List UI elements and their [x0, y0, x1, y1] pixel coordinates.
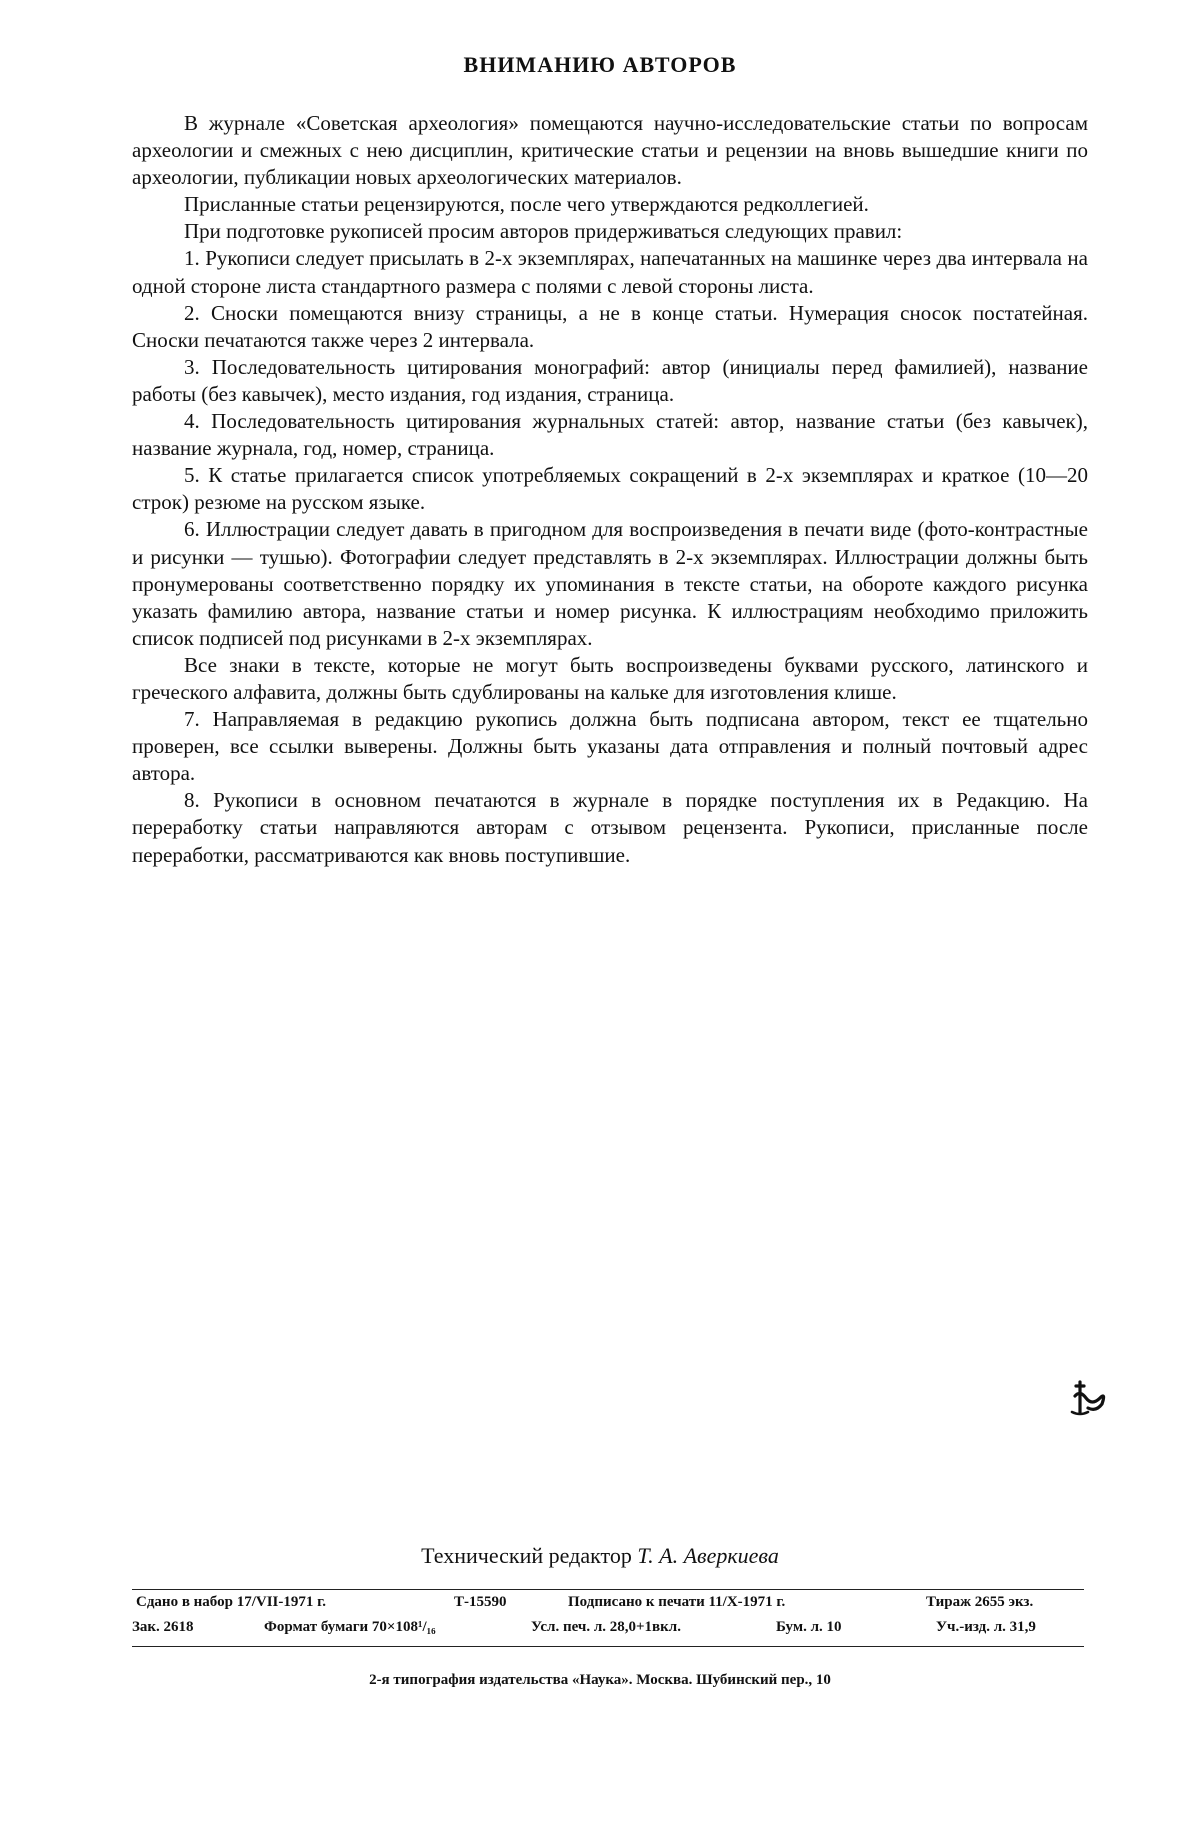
imprint-sheets: Усл. печ. л. 28,0+1вкл.	[531, 1619, 681, 1635]
imprint-sent: Сдано в набор 17/VII-1971 г.	[136, 1594, 326, 1610]
imprint-format: Формат бумаги 70×108¹/₁₆	[264, 1619, 436, 1635]
authors-guidelines	[132, 110, 1088, 869]
printer-address: 2-я типография издательства «Наука». Москва. Шубинский пер., 10	[369, 1672, 831, 1688]
rule-7: 7. Направляемая в редакцию рукопись должна быть подписана автором, текст ее тщательно проверен, все ссылки выверены. Должны быть указаны дата отправления и полный почтовый адрес автора.	[132, 707, 1088, 786]
rule-5: 5. К статье прилагается список употребляемых сокращений в 2-х экземплярах и краткое (10—20 строк) резюме на русском языке.	[132, 463, 1088, 515]
imprint-paper: Бум. л. 10	[776, 1619, 842, 1635]
imprint-order: Зак. 2618	[132, 1619, 194, 1635]
page-title: ВНИМАНИЮ АВТОРОВ	[463, 52, 737, 77]
ornament-icon	[1066, 1378, 1110, 1418]
imprint-run: Тираж 2655 экз.	[926, 1594, 1034, 1610]
paragraph-rules-intro: При подготовке рукописей просим авторов придерживаться следующих правил:	[184, 219, 903, 244]
rule-6-note: Все знаки в тексте, которые не могут быть воспроизведены буквами русского, латинского и греческого алфавита, должны быть сдублированы на кальке для изготовления клише.	[132, 652, 1088, 704]
imprint-code: Т-15590	[454, 1594, 507, 1610]
paragraph-intro: В журнале «Советская археология» помещаются научно-исследовательские статьи по вопросам археологии и смежных с нею дисциплин, критические статьи и рецензии на вновь вышедшие книги по археологии, публикации новых археологических материалов.	[132, 111, 1088, 190]
technical-editor-label: Технический редактор	[421, 1543, 632, 1568]
rule-3: 3. Последовательность цитирования монографий: автор (инициалы перед фамилией), название работы (без кавычек), место издания, год издания, страница.	[132, 354, 1088, 406]
imprint-pub: Уч.-изд. л. 31,9	[936, 1619, 1036, 1635]
rule-4: 4. Последовательность цитирования журнальных статей: автор, название статьи (без кавычек), название журнала, год, номер, страница.	[132, 409, 1088, 461]
paragraph-review: Присланные статьи рецензируются, после чего утверждаются редколлегией.	[184, 192, 869, 217]
technical-editor-name: Т. А. Аверкиева	[637, 1543, 779, 1568]
rule-6: 6. Иллюстрации следует давать в пригодном для воспроизведения в печати виде (фото-контрастные и рисунки — тушью). Фотографии следует представлять в 2-х экземплярах. Иллюстрации должны быть пронумерованы соответственно порядку их упоминания в тексте статьи, на обороте каждого рисунка указать фамилию автора, название статьи и номер рисунка. К иллюстрациям необходимо приложить список подписей под рисунками в 2-х экземплярах.	[132, 517, 1088, 650]
divider-bottom	[132, 1646, 1084, 1647]
technical-editor	[0, 1543, 1200, 1569]
rule-1: 1. Рукописи следует присылать в 2-х экземплярах, напечатанных на машинке через два интервала на одной стороне листа стандартного размера с полями с левой стороны листа.	[132, 246, 1088, 298]
rule-8: 8. Рукописи в основном печатаются в журнале в порядке поступления их в Редакцию. На переработку статьи направляются авторам с отзывом рецензента. Рукописи, присланные после переработки, рассматриваются как вновь поступившие.	[132, 788, 1088, 867]
rule-2: 2. Сноски помещаются внизу страницы, а не в конце статьи. Нумерация сносок постатейная. Сноски печатаются также через 2 интервала.	[132, 300, 1088, 352]
divider-top	[132, 1589, 1084, 1590]
imprint-signed: Подписано к печати 11/X-1971 г.	[568, 1594, 786, 1610]
